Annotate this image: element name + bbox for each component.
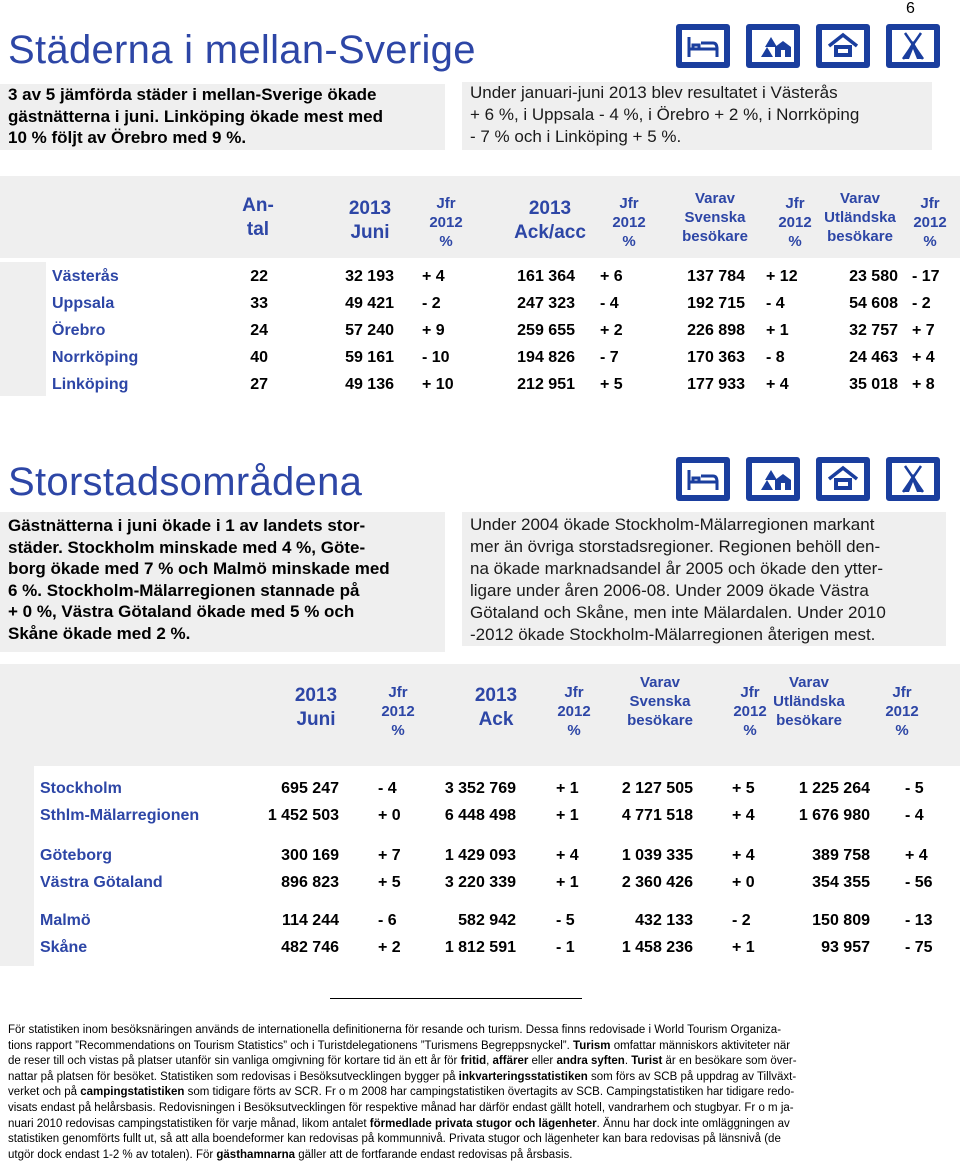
body-line: + 6 %, i Uppsala - 4 %, i Örebro + 2 %, i Norrköping bbox=[470, 105, 860, 124]
table-cell: + 0 bbox=[378, 807, 401, 824]
table-cell: + 5 bbox=[600, 376, 623, 393]
body-text bbox=[462, 512, 946, 646]
table-cell: 54 608 bbox=[849, 295, 898, 312]
table-cell: + 5 bbox=[732, 780, 755, 797]
table-cell: 1 225 264 bbox=[798, 780, 870, 797]
table-cell: + 6 bbox=[600, 268, 623, 285]
col-header-svenska: Varav Svenska besökare bbox=[627, 674, 693, 729]
table-cell: + 1 bbox=[556, 780, 579, 797]
table-cell: - 5 bbox=[905, 780, 924, 797]
table-cell: 49 136 bbox=[345, 376, 394, 393]
table-cell: + 7 bbox=[378, 847, 401, 864]
bed-icon bbox=[676, 24, 730, 68]
table-cell: 93 957 bbox=[821, 939, 870, 956]
cabin-icon bbox=[746, 457, 800, 501]
table-cell: + 0 bbox=[732, 874, 755, 891]
table-cell: + 2 bbox=[600, 322, 623, 339]
col-header-ack: 2013 Ack bbox=[474, 685, 518, 730]
col-header-juni: 2013 Juni bbox=[294, 685, 338, 730]
lead-line: gästnätterna i juni. Linköping ökade mest med bbox=[8, 106, 384, 126]
row-label: Malmö bbox=[40, 912, 91, 929]
table-cell: 226 898 bbox=[687, 322, 745, 339]
table-cell: + 4 bbox=[732, 847, 755, 864]
table-cell: + 7 bbox=[912, 322, 935, 339]
table-cell: 33 bbox=[250, 295, 268, 312]
table-cell: - 7 bbox=[600, 349, 619, 366]
table-cell: - 4 bbox=[600, 295, 619, 312]
table-cell: 1 039 335 bbox=[621, 847, 693, 864]
table-cell: + 4 bbox=[766, 376, 789, 393]
table-cell: - 2 bbox=[422, 295, 441, 312]
col-header-jfr: Jfr 2012 % bbox=[885, 684, 919, 739]
table-cell: - 75 bbox=[905, 939, 933, 956]
table-cell: 212 951 bbox=[517, 376, 575, 393]
lead-text bbox=[0, 84, 445, 150]
row-label: Göteborg bbox=[40, 847, 112, 864]
col-header-utlandska: Varav Utländska besökare bbox=[824, 190, 896, 245]
table-cell: 1 812 591 bbox=[444, 939, 516, 956]
row-label: Norrköping bbox=[52, 349, 139, 366]
table-cell: 4 771 518 bbox=[621, 807, 693, 824]
table-cell: - 8 bbox=[766, 349, 785, 366]
body-line: mer än övriga storstadsregioner. Regionen behöll den- bbox=[470, 537, 881, 556]
table-cell: + 8 bbox=[912, 376, 935, 393]
table-cell: - 4 bbox=[378, 780, 397, 797]
table-cell: + 9 bbox=[422, 322, 445, 339]
lead-text bbox=[0, 512, 445, 652]
row-label: Sthlm-Mälarregionen bbox=[40, 807, 200, 824]
table-cell: 3 352 769 bbox=[444, 780, 516, 797]
row-label: Västra Götaland bbox=[40, 874, 163, 891]
table-cell: 32 193 bbox=[345, 268, 394, 285]
table-cell: + 2 bbox=[378, 939, 401, 956]
table-cell: 300 169 bbox=[281, 847, 339, 864]
table-cell: 59 161 bbox=[345, 349, 394, 366]
table-cell: + 1 bbox=[732, 939, 755, 956]
col-header-juni: 2013 Juni bbox=[348, 198, 392, 243]
body-line: - 7 % och i Linköping + 5 %. bbox=[470, 127, 682, 146]
table-cell: 22 bbox=[250, 268, 268, 285]
body-text bbox=[462, 82, 932, 150]
table-cell: 582 942 bbox=[458, 912, 516, 929]
table-cell: 32 757 bbox=[849, 322, 898, 339]
accommodation-icons bbox=[676, 24, 940, 68]
lead-line: Skåne ökade med 2 %. bbox=[8, 623, 191, 643]
table-cell: 482 746 bbox=[281, 939, 339, 956]
table-cell: 896 823 bbox=[281, 874, 339, 891]
table-cell: 695 247 bbox=[281, 780, 339, 797]
lead-line: städer. Stockholm minskade med 4 %, Göte- bbox=[8, 537, 366, 557]
body-line: Götaland och Skåne, men inte Mälardalen. Under 2010 bbox=[470, 603, 886, 622]
table-cell: 432 133 bbox=[635, 912, 693, 929]
table-cell: 2 127 505 bbox=[621, 780, 693, 797]
table-cell: 1 429 093 bbox=[444, 847, 516, 864]
table-cell: 35 018 bbox=[849, 376, 898, 393]
body-line: na ökade marknadsandel år 2005 och ökade den ytter- bbox=[470, 559, 883, 578]
table-cell: - 13 bbox=[905, 912, 933, 929]
table-cell: - 56 bbox=[905, 874, 933, 891]
footnote-divider bbox=[330, 998, 582, 999]
col-header-jfr: Jfr 2012 % bbox=[913, 195, 947, 250]
table-cell: + 4 bbox=[912, 349, 935, 366]
col-header-jfr: Jfr 2012 % bbox=[381, 684, 415, 739]
table-cell: + 1 bbox=[766, 322, 789, 339]
section-title-mellan-sverige: Städerna i mellan-Sverige bbox=[8, 28, 476, 72]
table-cell: + 5 bbox=[378, 874, 401, 891]
table-cell: 161 364 bbox=[517, 268, 575, 285]
table-cell: - 4 bbox=[905, 807, 924, 824]
body-line: Under januari-juni 2013 blev resultatet i Västerås bbox=[470, 83, 838, 102]
table-cell: 23 580 bbox=[849, 268, 898, 285]
col-header-jfr: Jfr 2012 % bbox=[612, 195, 646, 250]
table-cell: 49 421 bbox=[345, 295, 394, 312]
table-cell: 1 458 236 bbox=[621, 939, 693, 956]
hostel-icon bbox=[816, 457, 870, 501]
table-cell: 3 220 339 bbox=[444, 874, 516, 891]
table-cell: + 1 bbox=[556, 874, 579, 891]
lead-line: borg ökade med 7 % och Malmö minskade med bbox=[8, 559, 390, 578]
table-cell: + 4 bbox=[422, 268, 445, 285]
table-cell: 170 363 bbox=[687, 349, 745, 366]
table-cell: - 5 bbox=[556, 912, 575, 929]
table-cell: - 17 bbox=[912, 268, 940, 285]
col-header-jfr: Jfr 2012 % bbox=[778, 195, 812, 250]
table-cell: - 1 bbox=[556, 939, 575, 956]
table-cell: 24 463 bbox=[849, 349, 898, 366]
lead-line: 10 % följt av Örebro med 9 %. bbox=[8, 128, 247, 147]
footnote: För statistiken inom besöksnäringen används de internationella definitionerna för resande och turism. Dessa finns redovisade i World Tourism Organiza- tions rapport ”Recommendations on Tourism Statistics” och i Turistdelegationens ”Turismens Begreppsnyckel”. Turism omfattar människors aktiviteter när de reser till och vistas på platser utanför sin vanliga omgivning för kortare tid än ett år för fritid, affärer eller andra syften. Turist är en besökare som över- nattar på platsen för besöket. Statistiken som redovisas i Besöksutvecklingen bygger på inkvarteringsstatistiken som förs av SCB på uppdrag av Tillväxt- verket och på campingstatistiken som tidigare förts av SCR. Fr o m 2008 har campingstatistiken övertagits av SCB. Campingstatistiken har tidigare redo- visats endast på helårsbasis. Redovisningen i Besöksutvecklingen för respektive månad har därför endast gällt hotell, vandrarhem och stugbyar. Fr o m ja- nuari 2010 redovisas campingstatistiken för varje månad, likom antalet förmedlade privata stugor och lägenheter. Ännu har dock inte omläggningen av statistiken genomförts fullt ut, så att alla boendeformer kan redovisas på kommunnivå. Privata stugor och lägenheter kan bara redovisas på länsnivå (de utgör dock endast 1-2 % av totalen). För gästhamnarna gäller att de fortfarande endast redovisas på årsbasis. bbox=[8, 1024, 797, 1161]
tent-icon bbox=[886, 24, 940, 68]
table-cell: + 4 bbox=[556, 847, 579, 864]
section-title-storstad: Storstadsområdena bbox=[8, 460, 363, 504]
table-cell: + 4 bbox=[905, 847, 928, 864]
col-header-jfr: Jfr 2012 % bbox=[557, 684, 591, 739]
table-cell: + 12 bbox=[766, 268, 798, 285]
table-cell: 354 355 bbox=[812, 874, 870, 891]
table-cell: 194 826 bbox=[517, 349, 575, 366]
row-label: Stockholm bbox=[40, 780, 122, 797]
table-cell: + 10 bbox=[422, 376, 454, 393]
table-cell: + 4 bbox=[732, 807, 755, 824]
col-header-ack: 2013 Ack/acc bbox=[514, 198, 586, 243]
table-cell: 177 933 bbox=[687, 376, 745, 393]
body-line: Under 2004 ökade Stockholm-Mälarregionen markant bbox=[470, 515, 875, 534]
page-number: 6 bbox=[906, 0, 915, 17]
table-cell: 57 240 bbox=[345, 322, 394, 339]
table-cell: - 2 bbox=[912, 295, 931, 312]
row-label: Uppsala bbox=[52, 295, 115, 312]
table-cell: 1 452 503 bbox=[267, 807, 339, 824]
table-cell: 389 758 bbox=[812, 847, 870, 864]
table-side-band bbox=[0, 766, 34, 966]
table-cell: - 2 bbox=[732, 912, 751, 929]
table-cell: + 1 bbox=[556, 807, 579, 824]
col-header-jfr: Jfr 2012 % bbox=[429, 195, 463, 250]
lead-line: 6 %. Stockholm-Mälarregionen stannade på bbox=[8, 580, 360, 600]
col-header-jfr: Jfr 2012 % bbox=[733, 684, 767, 739]
table-cell: 24 bbox=[250, 322, 268, 339]
body-line: ligare under åren 2006-08. Under 2009 ökade Västra bbox=[470, 581, 869, 600]
row-label: Linköping bbox=[52, 376, 129, 393]
table-cell: 150 809 bbox=[812, 912, 870, 929]
lead-line: 3 av 5 jämförda städer i mellan-Sverige ökade bbox=[8, 85, 377, 104]
tent-icon bbox=[886, 457, 940, 501]
col-header-antal: An- tal bbox=[242, 195, 274, 240]
table-cell: 137 784 bbox=[687, 268, 745, 285]
row-label: Örebro bbox=[52, 322, 106, 339]
table-cell: - 4 bbox=[766, 295, 785, 312]
table-cell: 259 655 bbox=[517, 322, 575, 339]
accommodation-icons bbox=[676, 457, 940, 501]
cabin-icon bbox=[746, 24, 800, 68]
row-label: Västerås bbox=[52, 268, 119, 285]
table-cell: 6 448 498 bbox=[444, 807, 516, 824]
table-cell: 247 323 bbox=[517, 295, 575, 312]
lead-line: + 0 %, Västra Götaland ökade med 5 % och bbox=[8, 602, 355, 621]
bed-icon bbox=[676, 457, 730, 501]
body-line: -2012 ökade Stockholm-Mälarregionen återigen mest. bbox=[470, 625, 876, 644]
table-cell: 114 244 bbox=[282, 912, 339, 929]
table-cell: - 10 bbox=[422, 349, 450, 366]
row-label: Skåne bbox=[40, 939, 88, 956]
table-side-band bbox=[0, 262, 46, 396]
lead-line: Gästnätterna i juni ökade i 1 av landets stor- bbox=[8, 516, 366, 535]
table-cell: 2 360 426 bbox=[621, 874, 693, 891]
table-cell: 192 715 bbox=[687, 295, 745, 312]
table-cell: 40 bbox=[250, 349, 268, 366]
table-cell: - 6 bbox=[378, 912, 397, 929]
hostel-icon bbox=[816, 24, 870, 68]
col-header-utlandska: Varav Utländska besökare bbox=[773, 674, 845, 729]
table-cell: 1 676 980 bbox=[798, 807, 870, 824]
col-header-svenska: Varav Svenska besökare bbox=[682, 190, 748, 245]
table-cell: 27 bbox=[250, 376, 268, 393]
